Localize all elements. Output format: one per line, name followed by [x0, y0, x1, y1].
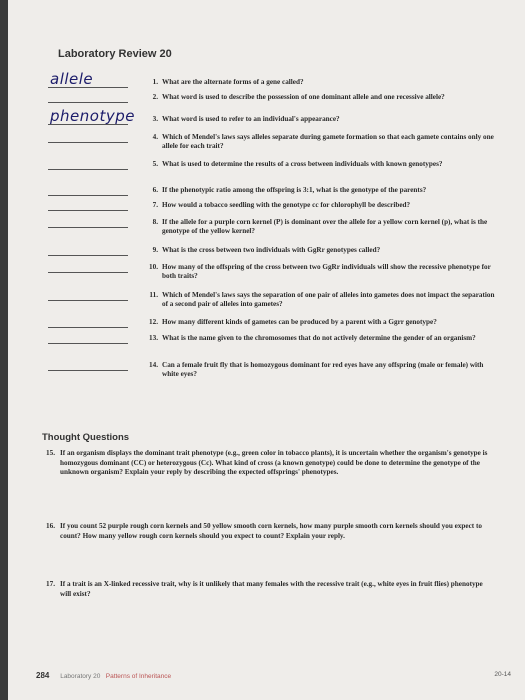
question-number: 12.	[149, 318, 158, 326]
review-question	[48, 133, 495, 153]
question-text: How would a tobacco seedling with the genotype cc for chlorophyll be described?	[162, 201, 411, 209]
handwritten-answer: allele	[50, 70, 94, 88]
answer-blank[interactable]	[48, 102, 128, 103]
question-number: 16.	[46, 522, 55, 530]
review-question	[48, 334, 495, 354]
question-text: If you count 52 purple rough corn kernels and 50 yellow smooth corn kernels, how many purple smooth corn kernels should you expect to count? How many yellow rough corn kernels should you expect to count? Explain your reply.	[60, 522, 482, 540]
answer-blank[interactable]	[48, 370, 128, 371]
answer-blank[interactable]	[48, 272, 128, 273]
answer-blank[interactable]	[48, 343, 128, 344]
review-question	[48, 291, 495, 311]
question-number: 3.	[152, 115, 158, 123]
question-text: How many different kinds of gametes can be produced by a parent with a Ggrr genotype?	[162, 318, 437, 326]
review-question	[48, 361, 495, 381]
footer-chapter: Laboratory 20	[60, 673, 101, 680]
answer-blank[interactable]	[48, 142, 128, 143]
footer-code: 20-14	[494, 671, 511, 678]
question-number: 1.	[152, 78, 158, 86]
page-number: 284	[36, 671, 50, 680]
question-number: 17.	[46, 580, 55, 588]
question-number: 10.	[149, 263, 158, 271]
question-text: How many of the offspring of the cross between two GgRr individuals will show the recessive phenotype for both traits?	[162, 263, 491, 281]
question-number: 8.	[152, 218, 158, 226]
question-text: What are the alternate forms of a gene called?	[162, 78, 304, 86]
question-text: If the phenotypic ratio among the offspring is 3:1, what is the genotype of the parents?	[162, 186, 427, 194]
question-number: 6.	[152, 186, 158, 194]
question-number: 7.	[152, 201, 158, 209]
answer-blank[interactable]	[48, 300, 128, 301]
question-number: 5.	[152, 160, 158, 168]
question-number: 4.	[152, 133, 158, 141]
review-question	[48, 107, 495, 135]
question-text: Which of Mendel's laws says alleles separate during gamete formation so that each gamete contains only one allele for each trait?	[162, 133, 494, 151]
question-text: If a trait is an X-linked recessive trait, why is it unlikely that many females with the recessive trait (e.g., white eyes in fruit flies) phenotype will exist?	[60, 580, 483, 598]
question-text: What is the cross between two individuals with GgRr genotypes called?	[162, 246, 381, 254]
question-text: Can a female fruit fly that is homozygous dominant for red eyes have any offspring (male or female) with white eyes?	[162, 361, 484, 379]
question-number: 13.	[149, 334, 158, 342]
answer-blank[interactable]	[48, 169, 128, 170]
footer-section: Patterns of Inheritance	[105, 673, 172, 680]
question-text: Which of Mendel's laws says the separation of one pair of alleles into gametes does not impact the separation of a second pair of alleles into gametes?	[162, 291, 495, 309]
review-question	[48, 218, 495, 238]
answer-blank[interactable]	[48, 255, 128, 256]
handwritten-answer: phenotype	[50, 107, 135, 125]
question-number: 14.	[149, 361, 158, 369]
worksheet-page	[8, 0, 525, 700]
thought-questions-title: Thought Questions	[42, 432, 130, 443]
footer-left	[36, 671, 171, 680]
question-text: If an organism displays the dominant trait phenotype (e.g., green color in tobacco plants), it is uncertain whether the organism's genotype is homozygous dominant (CC) or heterozygous (Cc). What kind of cross (a known genotype) could be done to determine the genotype of the unknown organism? Explain your reply by describing the expected offsprings' phenotypes.	[60, 449, 488, 477]
question-text: What word is used to refer to an individual's appearance?	[162, 115, 340, 123]
question-number: 2.	[152, 93, 158, 101]
question-number: 15.	[46, 449, 55, 457]
answer-blank[interactable]	[48, 327, 128, 328]
question-text: If the allele for a purple corn kernel (P) is dominant over the allele for a yellow corn kernel (p), what is the genotype of the yellow kernel?	[162, 218, 488, 236]
question-text: What is used to determine the results of a cross between individuals with known genotypes?	[162, 160, 443, 168]
page-title: Laboratory Review 20	[58, 48, 172, 60]
question-number: 9.	[152, 246, 158, 254]
review-question	[48, 160, 495, 180]
answer-blank[interactable]	[48, 195, 128, 196]
question-text: What word is used to describe the possession of one dominant allele and one recessive allele?	[162, 93, 445, 101]
answer-blank[interactable]	[48, 210, 128, 211]
question-text: What is the name given to the chromosomes that do not actively determine the gender of an organism?	[162, 334, 476, 342]
question-number: 11.	[149, 291, 158, 299]
review-question	[48, 263, 495, 283]
answer-blank[interactable]	[48, 227, 128, 228]
